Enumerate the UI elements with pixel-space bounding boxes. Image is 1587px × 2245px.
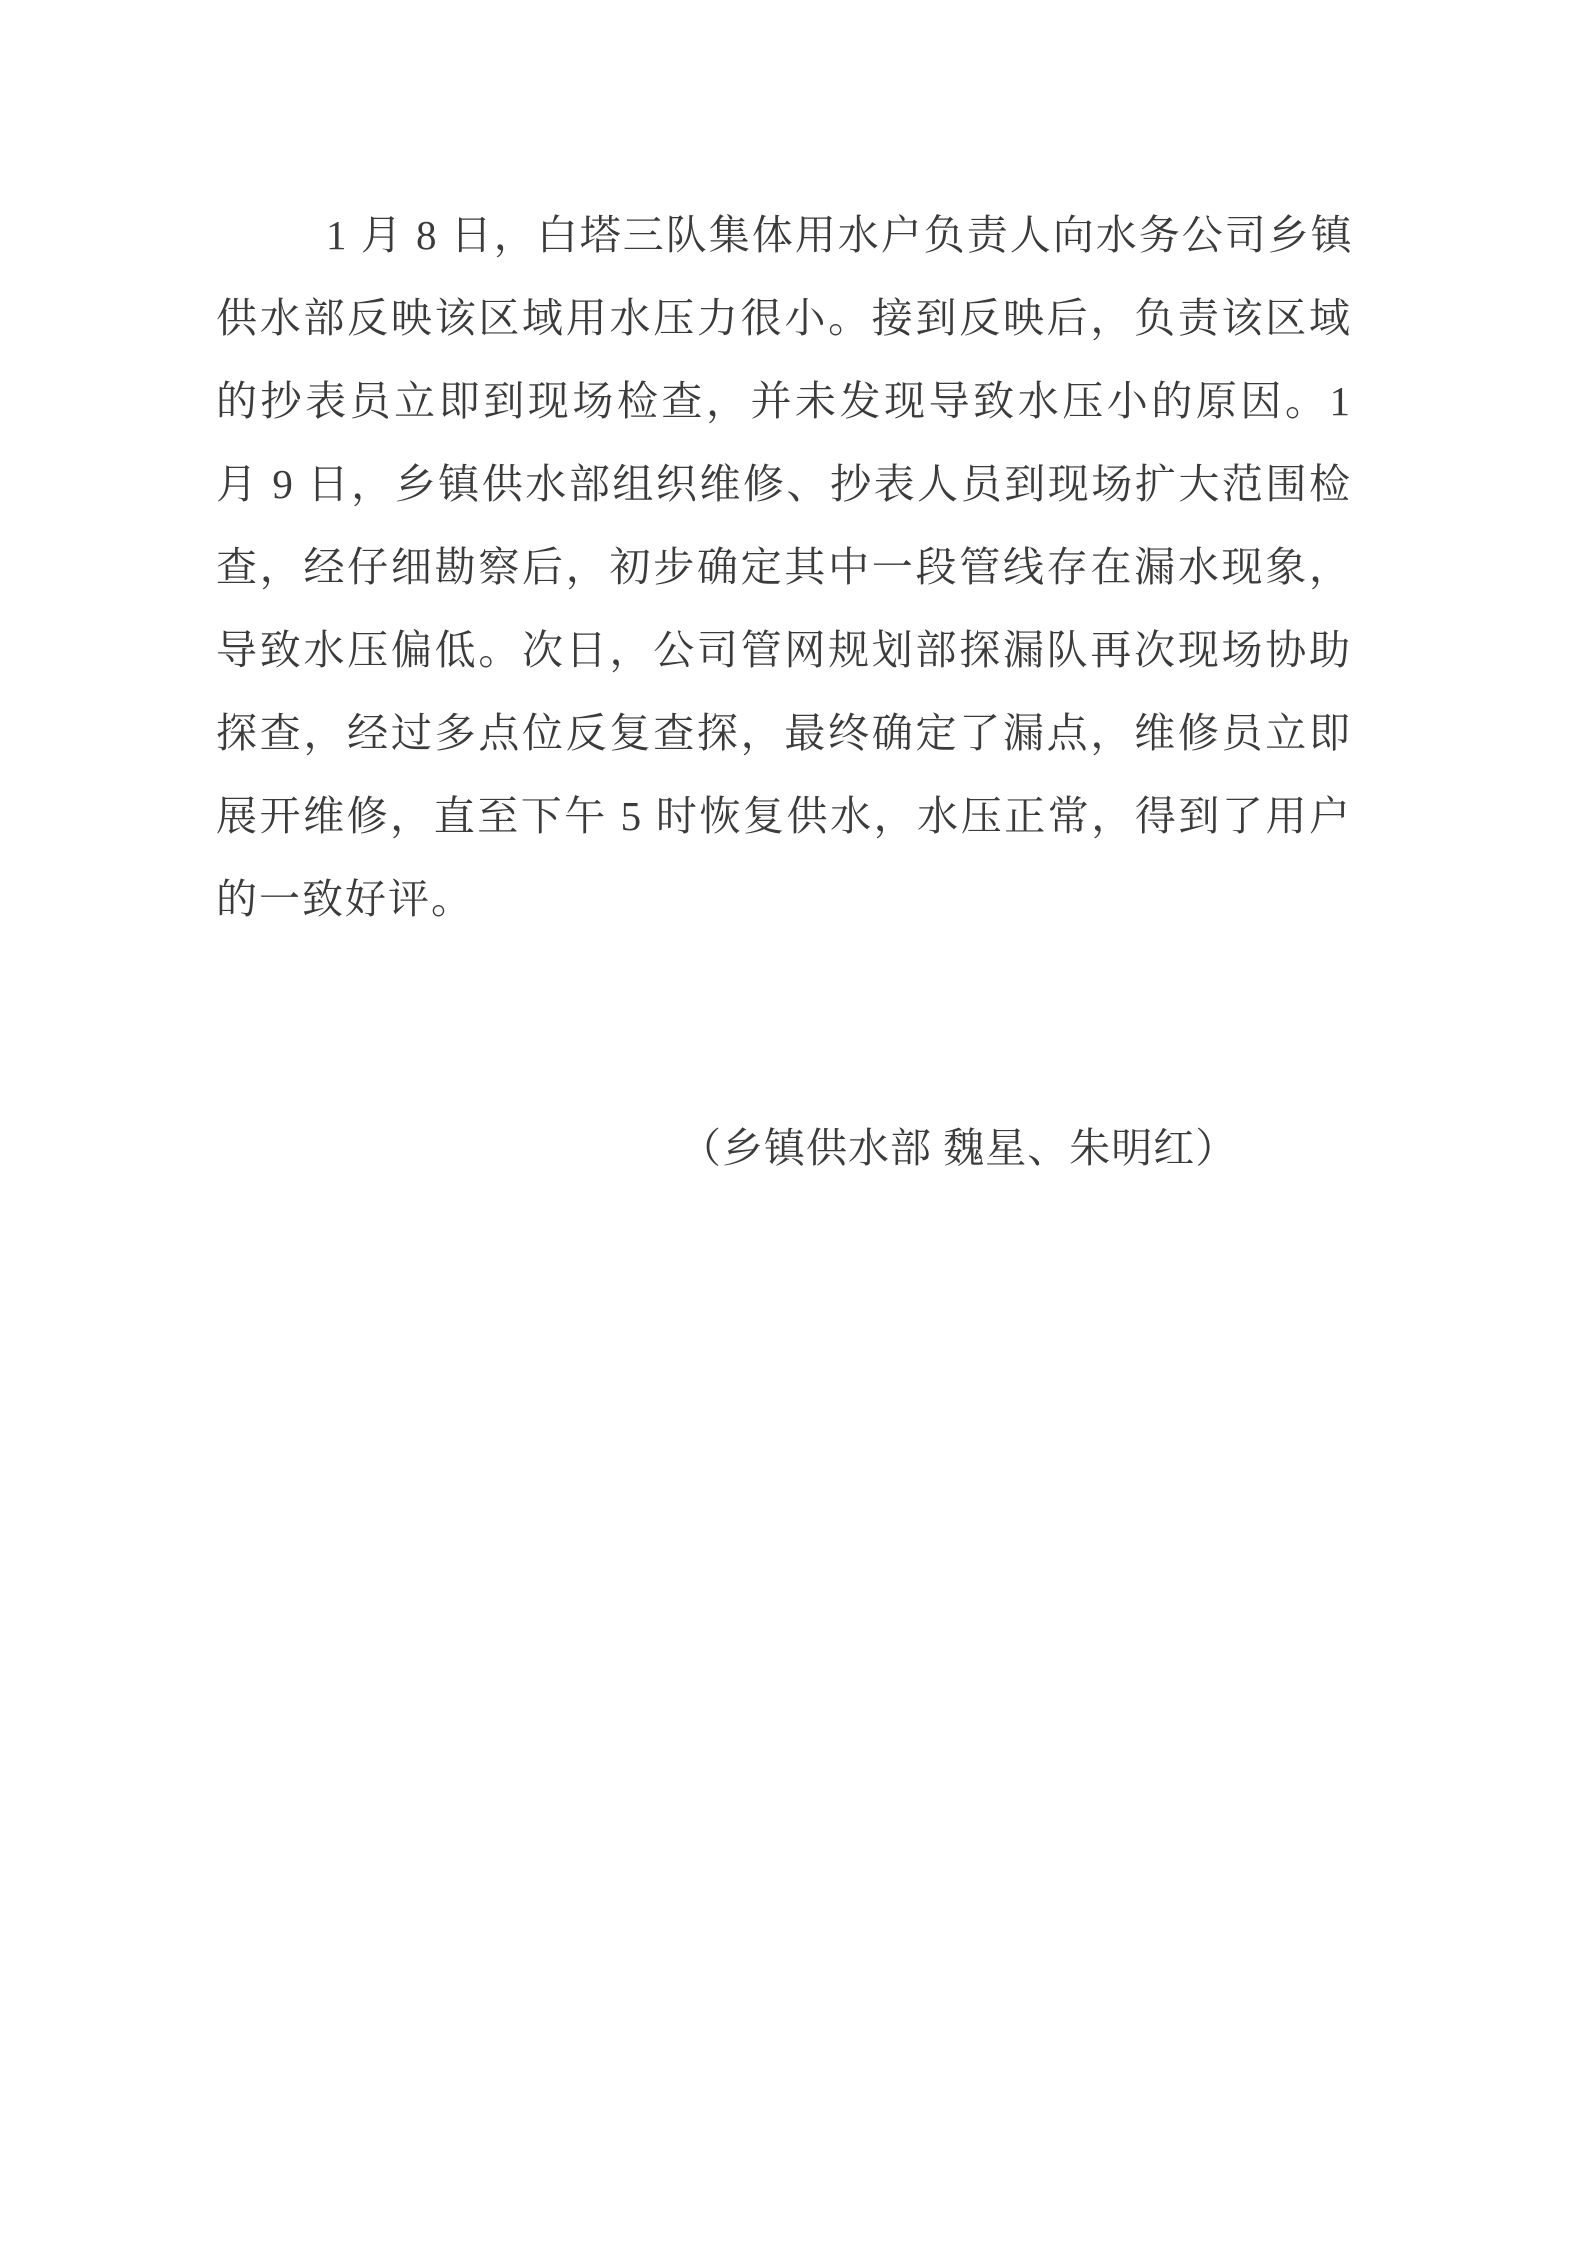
article-paragraph: [216, 194, 1352, 941]
paragraph-line: 1 月 8 日，白塔三队集体用水户负责人向水务公司乡镇: [326, 212, 1354, 258]
paragraph-line: 查，经仔细勘察后，初步确定其中一段管线存在漏水现象，: [216, 544, 1352, 590]
paragraph-line: 供水部反映该区域用水压力很小。接到反映后，负责该区域: [216, 295, 1352, 341]
paragraph-line: 探查，经过多点位反复查探，最终确定了漏点，维修员立即: [216, 710, 1352, 756]
byline: （乡镇供水部 魏星、朱明红）: [680, 1125, 1238, 1171]
paragraph-line: 展开维修，直至下午 5 时恢复供水，水压正常，得到了用户: [216, 793, 1352, 839]
paragraph-line: 导致水压偏低。次日，公司管网规划部探漏队再次现场协助: [216, 627, 1352, 673]
paragraph-line: 月 9 日，乡镇供水部组织维修、抄表人员到现场扩大范围检: [216, 461, 1352, 507]
paragraph-line: 的一致好评。: [216, 876, 474, 922]
paragraph-line: 的抄表员立即到现场检查，并未发现导致水压小的原因。1: [216, 378, 1352, 424]
